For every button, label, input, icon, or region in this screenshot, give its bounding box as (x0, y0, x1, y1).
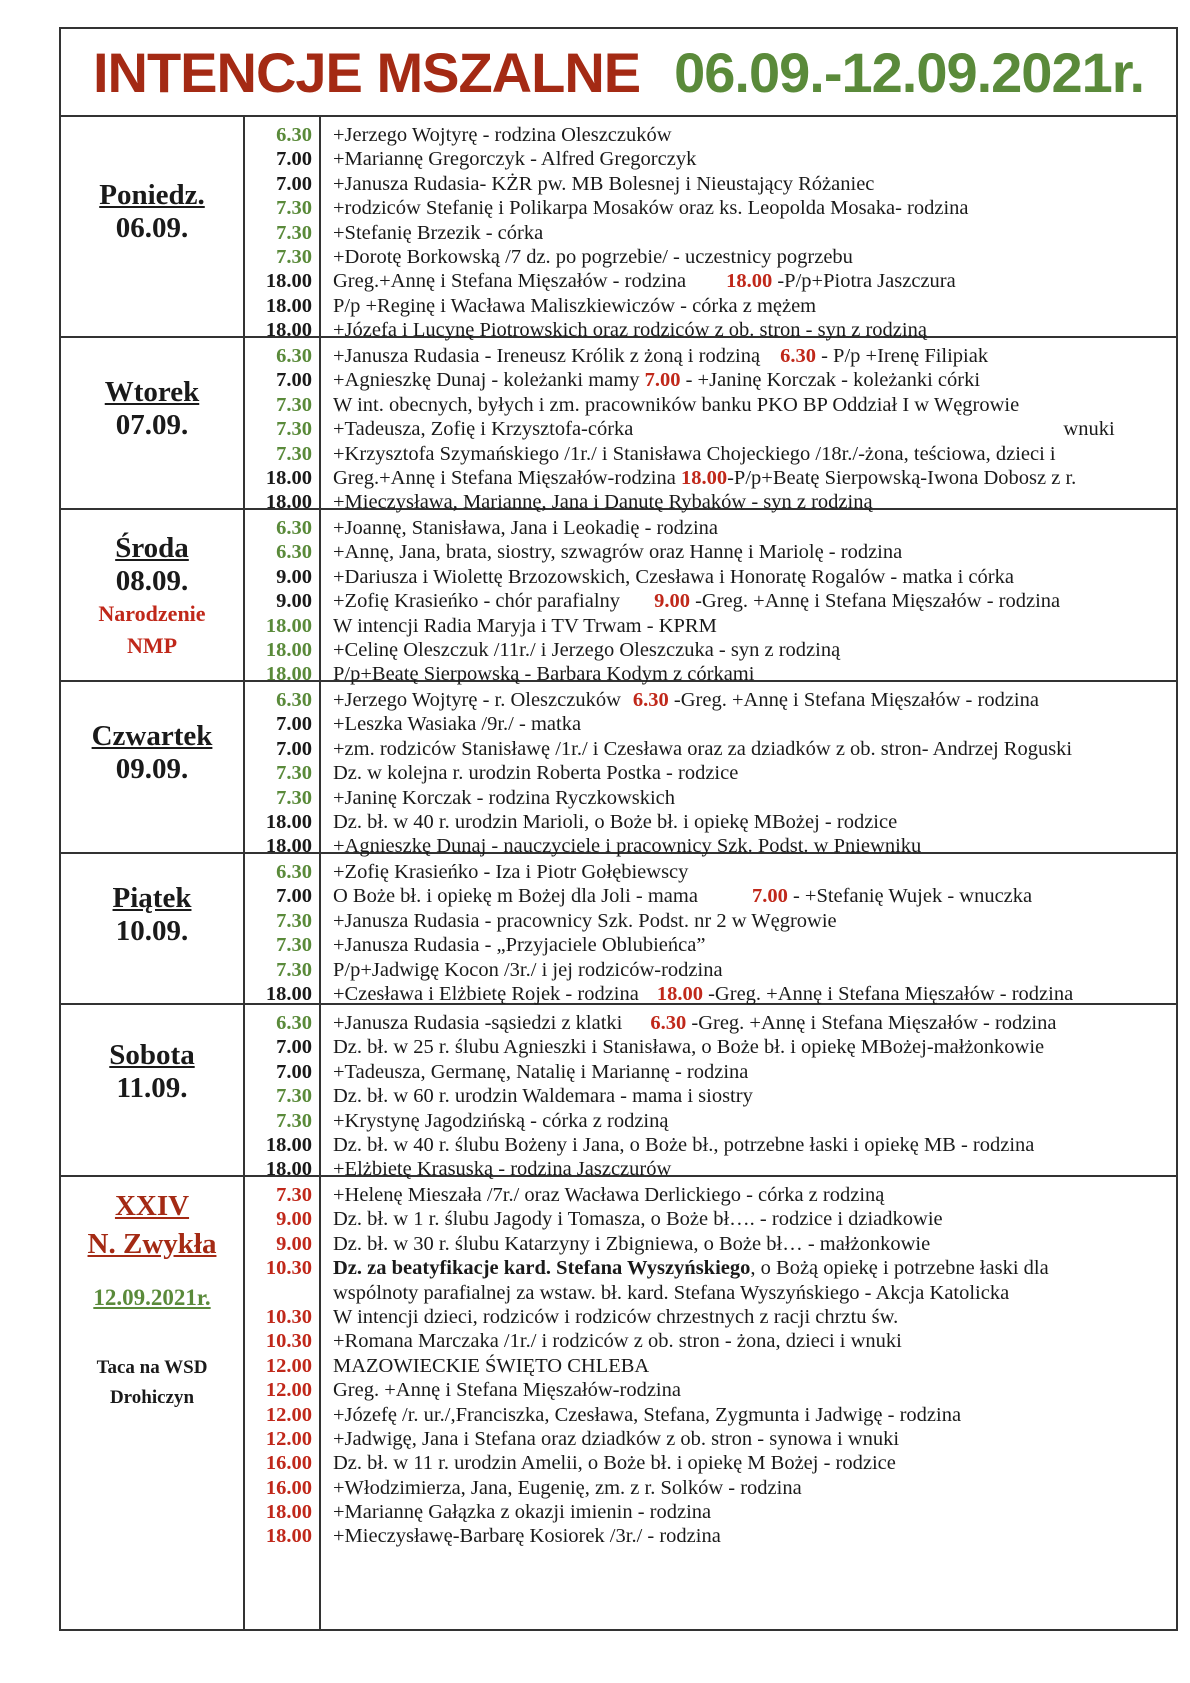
mass-time: 18.00 (265, 638, 312, 661)
second-intention: - +Stefanię Wujek - wnuczka (787, 885, 1033, 908)
intention-main: +Mieczysławę-Barbarę Kosiorek /3r./ - rodzina (333, 1525, 721, 1548)
mass-time: 9.00 (276, 565, 312, 588)
mass-time: 6.30 (276, 689, 312, 711)
times-column (245, 854, 321, 1003)
intention-main: +Romana Marczaka /1r./ i rodziców z ob. stron - żona, dzieci i wnuki (333, 1330, 902, 1353)
mass-time: 7.00 (276, 369, 312, 392)
collection-note-line-1: Taca na WSD (96, 1357, 208, 1378)
intention-main: +Jerzego Wojtyrę - rodzina Oleszczuków (333, 124, 672, 146)
mass-time: 6.30 (276, 1012, 312, 1034)
second-mass-time: 7.00 (644, 369, 681, 392)
intentions-column (321, 682, 1176, 858)
mass-time: 6.30 (276, 517, 312, 539)
intention-main: +Janinę Korczak - rodzina Ryczkowskich (333, 786, 676, 809)
intention-main: Dz. bł. w 60 r. urodzin Waldemara - mama i siostry (333, 1085, 753, 1108)
second-intention: - P/p +Irenę Filipiak (815, 345, 989, 367)
intention-main: Dz. bł. w 11 r. urodzin Amelii, o Boże bł. i opiekę M Bożej - rodzice (333, 1452, 896, 1475)
mass-time: 10.30 (265, 1257, 312, 1280)
intention-text (333, 1060, 1176, 1084)
mass-time: 6.30 (276, 345, 312, 367)
intention-main: +Józefę /r. ur./,Franciszka, Czesława, Stefana, Zygmunta i Jadwigę - rodzina (333, 1403, 962, 1426)
second-mass-time: 7.00 (751, 885, 788, 908)
intention-main: +Joannę, Stanisława, Jana i Leokadię - rodzina (333, 517, 718, 539)
day-label (61, 338, 245, 508)
mass-time: 7.00 (276, 172, 312, 195)
mass-time: 7.00 (276, 713, 312, 736)
mass-time: 9.00 (276, 590, 312, 613)
intention-bold: Dz. za beatyfikacje kard. Stefana Wyszyńskiego (333, 1257, 751, 1280)
mass-time: 18.00 (265, 663, 312, 686)
intention-main: +Mariannę Gałązka z okazji imienin - rodzina (333, 1501, 712, 1524)
mass-time: 18.00 (265, 466, 312, 489)
intention-main: +rodziców Stefanię i Polikarpa Mosaków oraz ks. Leopolda Mosaka- rodzina (333, 197, 969, 220)
intention-main: +Agnieszkę Dunaj - koleżanki mamy (333, 369, 645, 392)
mass-time: 18.00 (265, 1158, 312, 1181)
day-label (61, 854, 245, 1003)
sunday-name-line-2: N. Zwykła (87, 1228, 217, 1260)
mass-time: 7.30 (276, 762, 312, 785)
mass-time: 7.00 (276, 885, 312, 908)
second-intention: - +Janinę Korczak - koleżanki córki (680, 369, 981, 392)
intention-main: Greg.+Annę i Stefana Mięszałów - rodzina (333, 270, 687, 293)
times-column (245, 117, 321, 342)
intention-main: +Zofię Krasieńko - Iza i Piotr Gołębiewscy (333, 861, 689, 883)
intention-text (333, 417, 1176, 441)
intention-text (333, 958, 1176, 982)
times-column (245, 510, 321, 686)
intention-text (333, 466, 1176, 490)
sunday-date: 12.09.2021r. (93, 1285, 211, 1310)
day-tuesday (61, 338, 1176, 514)
intention-text (333, 1329, 1176, 1353)
mass-time: 7.00 (276, 1036, 312, 1059)
mass-time: 18.00 (265, 1501, 312, 1524)
intention-main: +Janusza Rudasia - „Przyjaciele Oblubieńca” (333, 934, 706, 957)
intention-main: +Tadeusza, Zofię i Krzysztofa-córka (333, 418, 634, 441)
mass-time: 12.00 (265, 1379, 312, 1402)
intentions-column (321, 1177, 1176, 1629)
day-label (61, 1005, 245, 1175)
intention-main: +Mieczysława, Mariannę, Jana i Danutę Rybaków - syn z rodziną (333, 491, 873, 514)
intention-text (333, 344, 1176, 368)
intention-text (333, 1378, 1176, 1402)
mass-time (245, 1281, 319, 1305)
intention-main: P/p+Jadwigę Kocon /3r./ i jej rodziców-rodzina (333, 958, 723, 981)
intention-main: +Krzysztofa Szymańskiego /1r./ i Stanisława Chojeckiego /18r./-żona, teściowa, dzieci i (333, 442, 1056, 465)
mass-time: 18.00 (265, 270, 312, 293)
intention-text (333, 1133, 1176, 1157)
mass-time: 18.00 (265, 491, 312, 514)
day-label (61, 510, 245, 680)
times-column (245, 1005, 321, 1181)
intention-text (333, 712, 1176, 736)
intentions-column (321, 1005, 1176, 1181)
day-saturday (61, 1005, 1176, 1181)
day-name: Wtorek (104, 376, 200, 408)
mass-time: 16.00 (265, 1452, 312, 1475)
page-title: INTENCJE MSZALNE (92, 40, 641, 104)
second-intention: -P/p+Beatę Sierpowską-Iwona Dobosz z r. (727, 466, 1077, 489)
second-intention: -Greg. +Annę i Stefana Mięszałów - rodzina (686, 1012, 1057, 1034)
intention-main: +Janusza Rudasia - Ireneusz Królik z żoną i rodziną (333, 345, 761, 367)
intention-main: +Włodzimierza, Jana, Eugenię, zm. z r. Solków - rodzina (333, 1476, 802, 1499)
intention-main: Dz. bł. w 1 r. ślubu Jagody i Tomasza, o Boże bł…. - rodzice i dziadkowie (333, 1208, 943, 1231)
mass-time: 6.30 (276, 541, 312, 564)
intentions-column (321, 338, 1176, 514)
day-name: Sobota (109, 1039, 195, 1071)
intention-text (333, 884, 1176, 908)
intention-text (333, 982, 1176, 1006)
intention-main: Greg.+Annę i Stefana Mięszałów-rodzina (333, 466, 681, 489)
intention-text (333, 294, 1176, 318)
intention-main: W intencji Radia Maryja i TV Trwam - KPRM (333, 614, 717, 637)
mass-time: 7.30 (276, 221, 312, 244)
mass-time: 18.00 (265, 294, 312, 317)
day-date: 10.09. (115, 915, 189, 947)
intention-text (333, 269, 1176, 293)
second-mass-time: 6.30 (780, 345, 816, 367)
intention-main: P/p+Beatę Sierpowską - Barbara Kodym z córkami (333, 663, 755, 686)
times-column (245, 682, 321, 858)
intention-text (333, 589, 1176, 613)
intention-main: O Boże bł. i opiekę m Bożej dla Joli - mama (333, 885, 698, 908)
second-mass-time: 6.30 (632, 689, 669, 711)
second-intention: -P/p+Piotra Jaszczura (772, 270, 956, 293)
day-date: 09.09. (115, 753, 189, 785)
feast-line-1: Narodzenie (98, 601, 206, 626)
intention-main: Dz. w kolejna r. urodzin Roberta Postka - rodzice (333, 762, 739, 785)
intention-main: Dz. bł. w 25 r. ślubu Agnieszki i Stanisława, o Boże bł. i opiekę MBożej-małżonkowie (333, 1036, 1045, 1059)
intention-main: +Agnieszkę Dunaj - nauczyciele i pracownicy Szk. Podst. w Pniewniku (333, 835, 922, 858)
day-label (61, 117, 245, 336)
intention-text (333, 761, 1176, 785)
intention-main: +Celinę Oleszczuk /11r./ i Jerzego Oleszczuka - syn z rodziną (333, 638, 841, 661)
intention-main: +Elżbietę Krasuską - rodzina Jaszczurów (333, 1158, 672, 1181)
day-date: 11.09. (116, 1072, 188, 1104)
mass-time: 7.30 (276, 786, 312, 809)
intentions-column (321, 117, 1176, 342)
times-column (245, 338, 321, 514)
intention-text (333, 368, 1176, 392)
day-wednesday (61, 510, 1176, 686)
intention-text (333, 442, 1176, 466)
day-label (61, 682, 245, 852)
mass-time: 18.00 (265, 1525, 312, 1548)
intention-main: +Leszka Wasiaka /9r./ - matka (333, 713, 582, 736)
mass-time: 9.00 (276, 1208, 312, 1231)
intention-main: , o Bożą opiekę i potrzebne łaski dla (750, 1257, 1049, 1280)
intention-main: +Stefanię Brzezik - córka (333, 221, 544, 244)
mass-time: 12.00 (265, 1403, 312, 1426)
mass-time: 18.00 (265, 319, 312, 342)
intention-text (333, 1524, 1176, 1548)
mass-time: 10.30 (265, 1305, 312, 1328)
mass-time: 7.30 (276, 393, 312, 416)
intention-text (333, 1232, 1176, 1256)
collection-note-line-2: Drohiczyn (109, 1387, 195, 1408)
intention-text (333, 1256, 1176, 1280)
mass-time: 18.00 (265, 1133, 312, 1156)
day-sunday (61, 1177, 1176, 1629)
intention-text (333, 1207, 1176, 1231)
second-mass-time: 18.00 (656, 982, 703, 1005)
intentions-sheet (59, 27, 1178, 1631)
mass-time: 9.00 (276, 1232, 312, 1255)
intention-main: +zm. rodziców Stanisławę /1r./ i Czesława oraz za dziadków z ob. stron- Andrzej Roguski (333, 737, 1073, 760)
day-date: 08.09. (115, 565, 189, 597)
intention-text (333, 516, 1176, 540)
intention-text (333, 614, 1176, 638)
intention-main: Greg. +Annę i Stefana Mięszałów-rodzina (333, 1379, 681, 1402)
intention-text (333, 565, 1176, 589)
mass-time: 7.00 (276, 737, 312, 760)
intention-text (333, 1427, 1176, 1451)
feast-line-2: NMP (126, 633, 178, 658)
intention-main: +Krystynę Jagodzińską - córka z rodziną (333, 1109, 669, 1132)
second-mass-time: 18.00 (726, 270, 773, 293)
intention-text (333, 1305, 1176, 1329)
mass-time: 7.30 (276, 1109, 312, 1132)
intention-text (333, 810, 1176, 834)
intention-text (333, 688, 1176, 712)
intention-main: +Tadeusza, Germanę, Natalię i Mariannę - rodzina (333, 1060, 749, 1083)
day-name: Czwartek (91, 720, 213, 752)
times-column (245, 1177, 321, 1629)
day-date: 06.09. (115, 212, 189, 244)
intention-text (333, 245, 1176, 269)
intention-text (333, 1109, 1176, 1133)
intention-text (333, 638, 1176, 662)
intention-main: +Zofię Krasieńko - chór parafialny (333, 590, 621, 613)
mass-time: 7.30 (276, 197, 312, 220)
mass-time: 7.00 (276, 1060, 312, 1083)
mass-time: 7.30 (276, 245, 312, 268)
intention-main: wspólnoty parafialnej za wstaw. bł. kard. Stefana Wyszyńskiego - Akcja Katolicka (333, 1281, 1010, 1304)
second-intention: -Greg. +Annę i Stefana Mięszałów - rodzina (668, 689, 1039, 711)
mass-time: 12.00 (265, 1427, 312, 1450)
intention-main: W int. obecnych, byłych i zm. pracowników banku PKO BP Oddział I w Węgrowie (333, 393, 1020, 416)
second-mass-time: 9.00 (654, 590, 690, 613)
intention-text (333, 1354, 1176, 1378)
mass-time: 7.30 (276, 909, 312, 932)
mass-time: 7.30 (276, 1184, 312, 1206)
day-friday (61, 854, 1176, 1005)
intention-text (333, 786, 1176, 810)
intention-text (333, 1035, 1176, 1059)
mass-time: 10.30 (265, 1330, 312, 1353)
second-intention: wnuki (1063, 418, 1115, 441)
intention-text (333, 1084, 1176, 1108)
intention-text (333, 1281, 1176, 1305)
intention-text (333, 123, 1176, 147)
intention-text (333, 1451, 1176, 1475)
intention-text (333, 737, 1176, 761)
intention-text (333, 196, 1176, 220)
second-intention: -Greg. +Annę i Stefana Mięszałów - rodzina (702, 982, 1074, 1005)
mass-time: 7.30 (276, 934, 312, 957)
sunday-name-line-1: XXIV (114, 1190, 190, 1222)
intention-main: +Annę, Jana, brata, siostry, szwagrów oraz Hannę i Mariolę - rodzina (333, 541, 903, 564)
intention-text (333, 1403, 1176, 1427)
day-name: Poniedz. (99, 179, 205, 211)
day-name: Środa (115, 532, 189, 564)
intention-main: Dz. bł. w 30 r. ślubu Katarzyny i Zbigniewa, o Boże bł… - małżonkowie (333, 1232, 931, 1255)
intention-text (333, 933, 1176, 957)
day-name: Piątek (112, 882, 192, 914)
day-label (61, 1177, 245, 1629)
intention-text (333, 1500, 1176, 1524)
second-mass-time: 18.00 (680, 466, 728, 489)
day-date: 07.09. (115, 409, 189, 441)
intentions-column (321, 510, 1176, 686)
intention-text (333, 147, 1176, 171)
intention-main: +Janusza Rudasia - pracownicy Szk. Podst. nr 2 w Węgrowie (333, 909, 837, 932)
intention-main: +Dorotę Borkowską /7 dz. po pogrzebie/ - uczestnicy pogrzebu (333, 245, 853, 268)
intention-main: +Helenę Mieszała /7r./ oraz Wacława Derlickiego - córka z rodziną (333, 1184, 885, 1206)
title-row (61, 29, 1176, 117)
day-monday (61, 117, 1176, 342)
intention-text (333, 1011, 1176, 1035)
second-mass-time: 6.30 (650, 1012, 687, 1034)
intention-text (333, 393, 1176, 417)
mass-time: 12.00 (265, 1354, 312, 1377)
intention-main: P/p +Reginę i Wacława Maliszkiewiczów - córka z mężem (333, 294, 817, 317)
mass-time: 18.00 (265, 810, 312, 833)
mass-time: 6.30 (276, 861, 312, 883)
title-dates: 06.09.-12.09.2021r. (674, 40, 1145, 104)
intention-text (333, 860, 1176, 884)
mass-time: 6.30 (276, 124, 312, 146)
intention-main: +Jadwigę, Jana i Stefana oraz dziadków z ob. stron - synowa i wnuki (333, 1427, 900, 1450)
intention-text (333, 221, 1176, 245)
intention-text (333, 172, 1176, 196)
mass-time: 16.00 (265, 1476, 312, 1499)
intention-main: +Czesława i Elżbietę Rojek - rodzina (333, 982, 639, 1005)
second-intention: -Greg. +Annę i Stefana Mięszałów - rodzina (689, 590, 1061, 613)
mass-time: 7.30 (276, 1085, 312, 1108)
intention-text (333, 909, 1176, 933)
mass-time: 18.00 (265, 835, 312, 858)
mass-time: 7.30 (276, 418, 312, 441)
intention-main: MAZOWIECKIE ŚWIĘTO CHLEBA (333, 1354, 650, 1377)
intention-main: Dz. bł. w 40 r. urodzin Marioli, o Boże bł. i opiekę MBożej - rodzice (333, 810, 898, 833)
intention-main: +Dariusza i Wiolettę Brzozowskich, Czesława i Honoratę Rogalów - matka i córka (333, 565, 1014, 588)
mass-time: 7.30 (276, 958, 312, 981)
day-thursday (61, 682, 1176, 858)
intention-main: +Józefa i Lucynę Piotrowskich oraz rodziców z ob. stron - syn z rodziną (333, 319, 927, 342)
mass-time: 18.00 (265, 614, 312, 637)
mass-time: 7.30 (276, 442, 312, 465)
intention-main: Dz. bł. w 40 r. ślubu Bożeny i Jana, o Boże bł., potrzebne łaski i opiekę MB - rodzina (333, 1133, 1035, 1156)
intention-main: +Janusza Rudasia- KŻR pw. MB Bolesnej i Nieustający Różaniec (333, 172, 875, 195)
intention-text (333, 1183, 1176, 1207)
intentions-column (321, 854, 1176, 1003)
intention-text (333, 540, 1176, 564)
mass-time: 7.00 (276, 148, 312, 171)
intention-main: +Mariannę Gregorczyk - Alfred Gregorczyk (333, 148, 697, 171)
intention-main: +Janusza Rudasia -sąsiedzi z klatki (333, 1012, 623, 1034)
intention-main: +Jerzego Wojtyrę - r. Oleszczuków (333, 689, 621, 711)
intention-text (333, 1476, 1176, 1500)
intention-main: W intencji dzieci, rodziców i rodziców chrzestnych z racji chrztu św. (333, 1305, 899, 1328)
mass-time: 18.00 (265, 982, 312, 1005)
